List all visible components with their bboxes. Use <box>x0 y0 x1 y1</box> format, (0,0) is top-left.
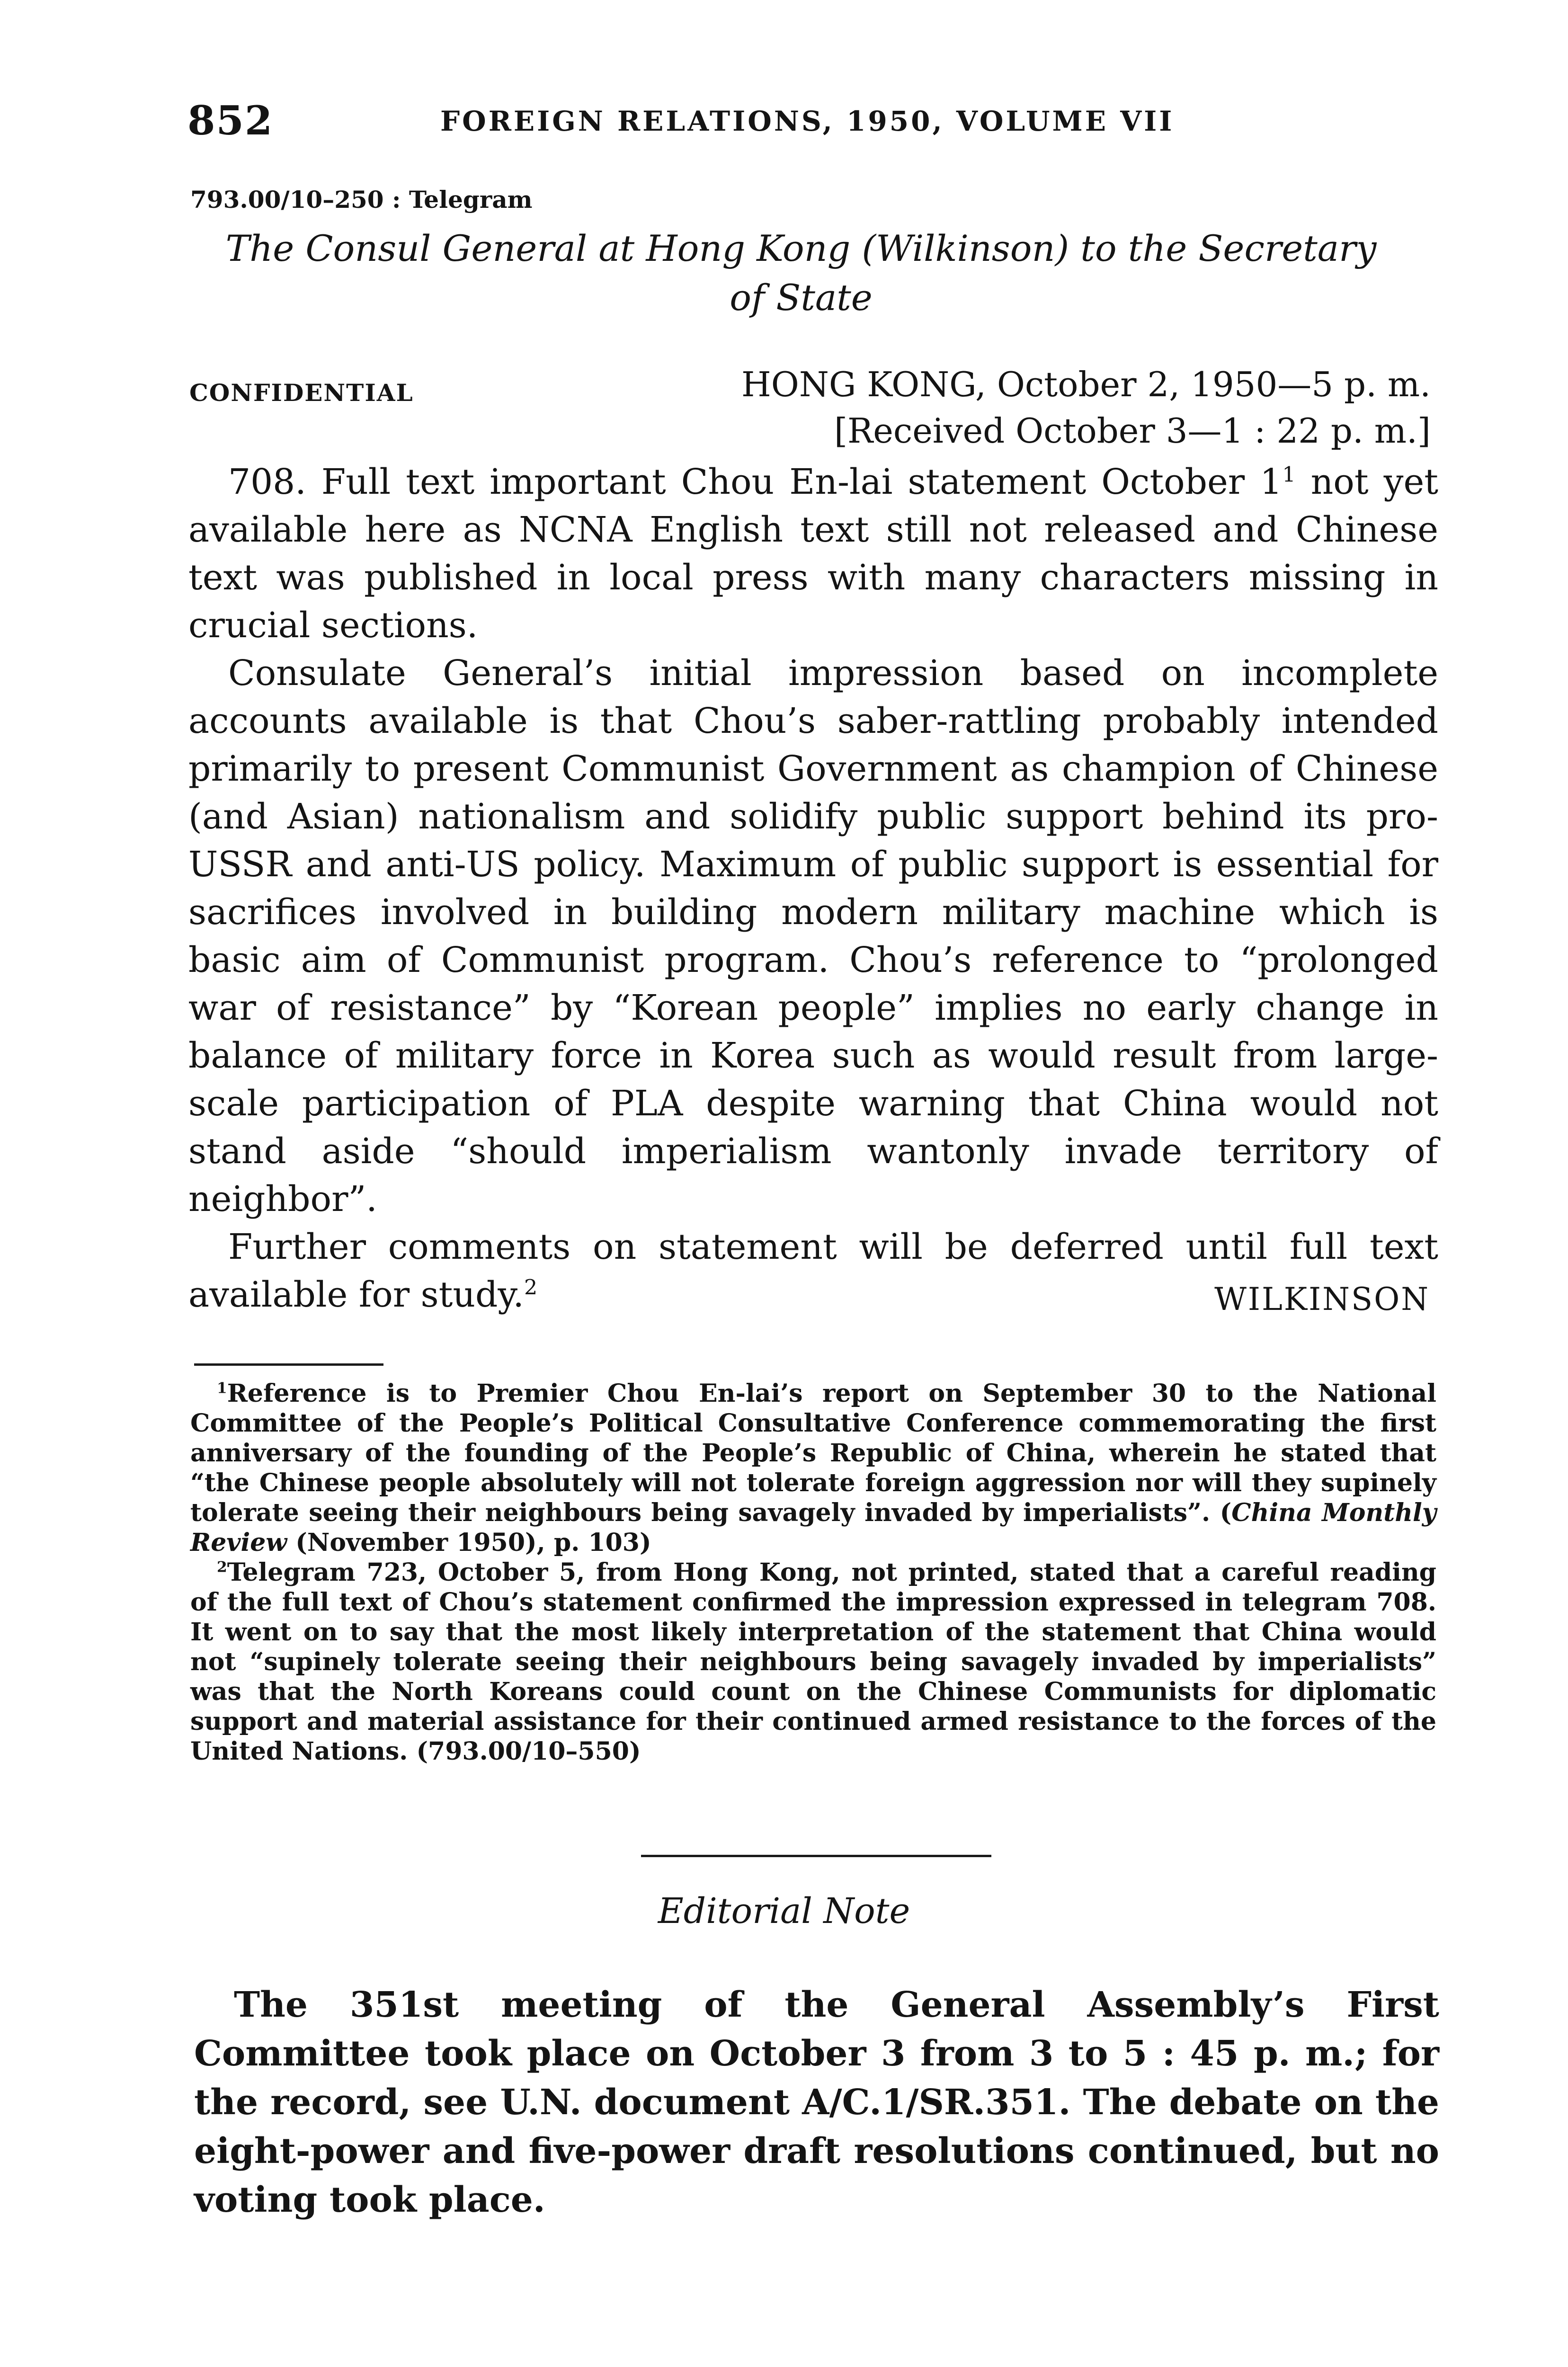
footnote-ref-1[interactable]: 1 <box>1282 463 1296 487</box>
telegram-body <box>188 458 1438 1319</box>
signature: WILKINSON <box>1214 1281 1430 1317</box>
footnote-2 <box>190 1557 1436 1766</box>
footnote-1 <box>190 1379 1436 1557</box>
footnote-1-marker: 1 <box>217 1379 227 1397</box>
footnote-2-text: Telegram 723, October 5, from Hong Kong, not printed, stated that a careful reading of the full text of Chou’s statement confirmed the impression expressed in telegram 708. It went on to say that the most likely interpretation of the statement that China would not “supinely tolerate seeing their neighbours being savagely invaded by imperialists” was that the North Koreans could count on the Chinese Communists for diplomatic support and material assistance for their continued armed resistance to the forces of the United Nations. (793.00/10–550) <box>190 1558 1436 1766</box>
editorial-note-text: The 351st meeting of the General Assembly’s First Committee took place on October 3 from 3 to 5 : 45 p. m.; for the record, see U.N. document A/C.1/SR.351. The debate on the eight-power and five-power draft resolutions continued, but no voting took place. <box>194 1984 1439 2220</box>
footnote-divider <box>194 1363 383 1366</box>
footnote-1-text-a: Reference is to Premier Chou En-lai’s report on September 30 to the National Committee of the People’s Political Consultative Conference commemorating the first anniversary of the founding of the People’s Republic of China, wherein he stated that “the Chinese people absolutely will not tolerate foreign aggression nor will they supinely tolerate seeing their neighbours being savagely invaded by imperialists”. ( <box>190 1379 1436 1527</box>
editorial-divider <box>641 1855 991 1857</box>
paragraph-1-rest: not yet available here as NCNA English text still not released and Chinese text was published in local press with many characters missing in crucial sections. <box>188 462 1438 646</box>
footnote-1-source: China Monthly Review <box>190 1498 1436 1557</box>
editorial-note-heading: Editorial Note <box>658 1891 910 1931</box>
document-title-line-1: The Consul General at Hong Kong (Wilkinson) to the Secretary <box>225 227 1377 269</box>
paragraph-1 <box>188 458 1438 650</box>
paragraph-1-lead: 708. Full text important Chou En-lai statement October 1 <box>228 462 1283 502</box>
received-line: [Received October 3—1 : 22 p. m.] <box>834 411 1431 451</box>
paragraph-2: Consulate General’s initial impression based on incomplete accounts available is that Chou’s saber-rattling probably intended primarily to present Communist Government as champion of Chinese (and Asian) nationalism and solidify public support behind its pro-USSR and anti-US policy. Maximum of public support is essential for sacrifices involved in building modern military machine which is basic aim of Communist program. Chou’s reference to “prolonged war of resistance” by “Korean people” implies no early change in balance of military force in Korea such as would result from large-scale participation of PLA despite warning that China would not stand aside “should imperialism wantonly invade territory of neighbor”. <box>188 653 1438 1219</box>
page-number: 852 <box>187 97 274 144</box>
file-reference: 793.00/10–250 : Telegram <box>190 186 533 214</box>
footnote-1-text-b: (November 1950), p. 103) <box>287 1528 651 1557</box>
running-head: FOREIGN RELATIONS, 1950, VOLUME VII <box>440 105 1175 137</box>
dateline: HONG KONG, October 2, 1950—5 p. m. <box>741 365 1431 404</box>
editorial-note-body <box>194 1981 1439 2225</box>
footnote-2-marker: 2 <box>217 1558 227 1576</box>
footnote-ref-2[interactable]: 2 <box>524 1275 538 1300</box>
paragraph-3-text: Further comments on statement will be deferred until full text available for study. <box>188 1227 1438 1315</box>
footnotes <box>190 1379 1436 1766</box>
document-title-line-2: of State <box>730 276 873 319</box>
classification-label: CONFIDENTIAL <box>189 379 414 407</box>
